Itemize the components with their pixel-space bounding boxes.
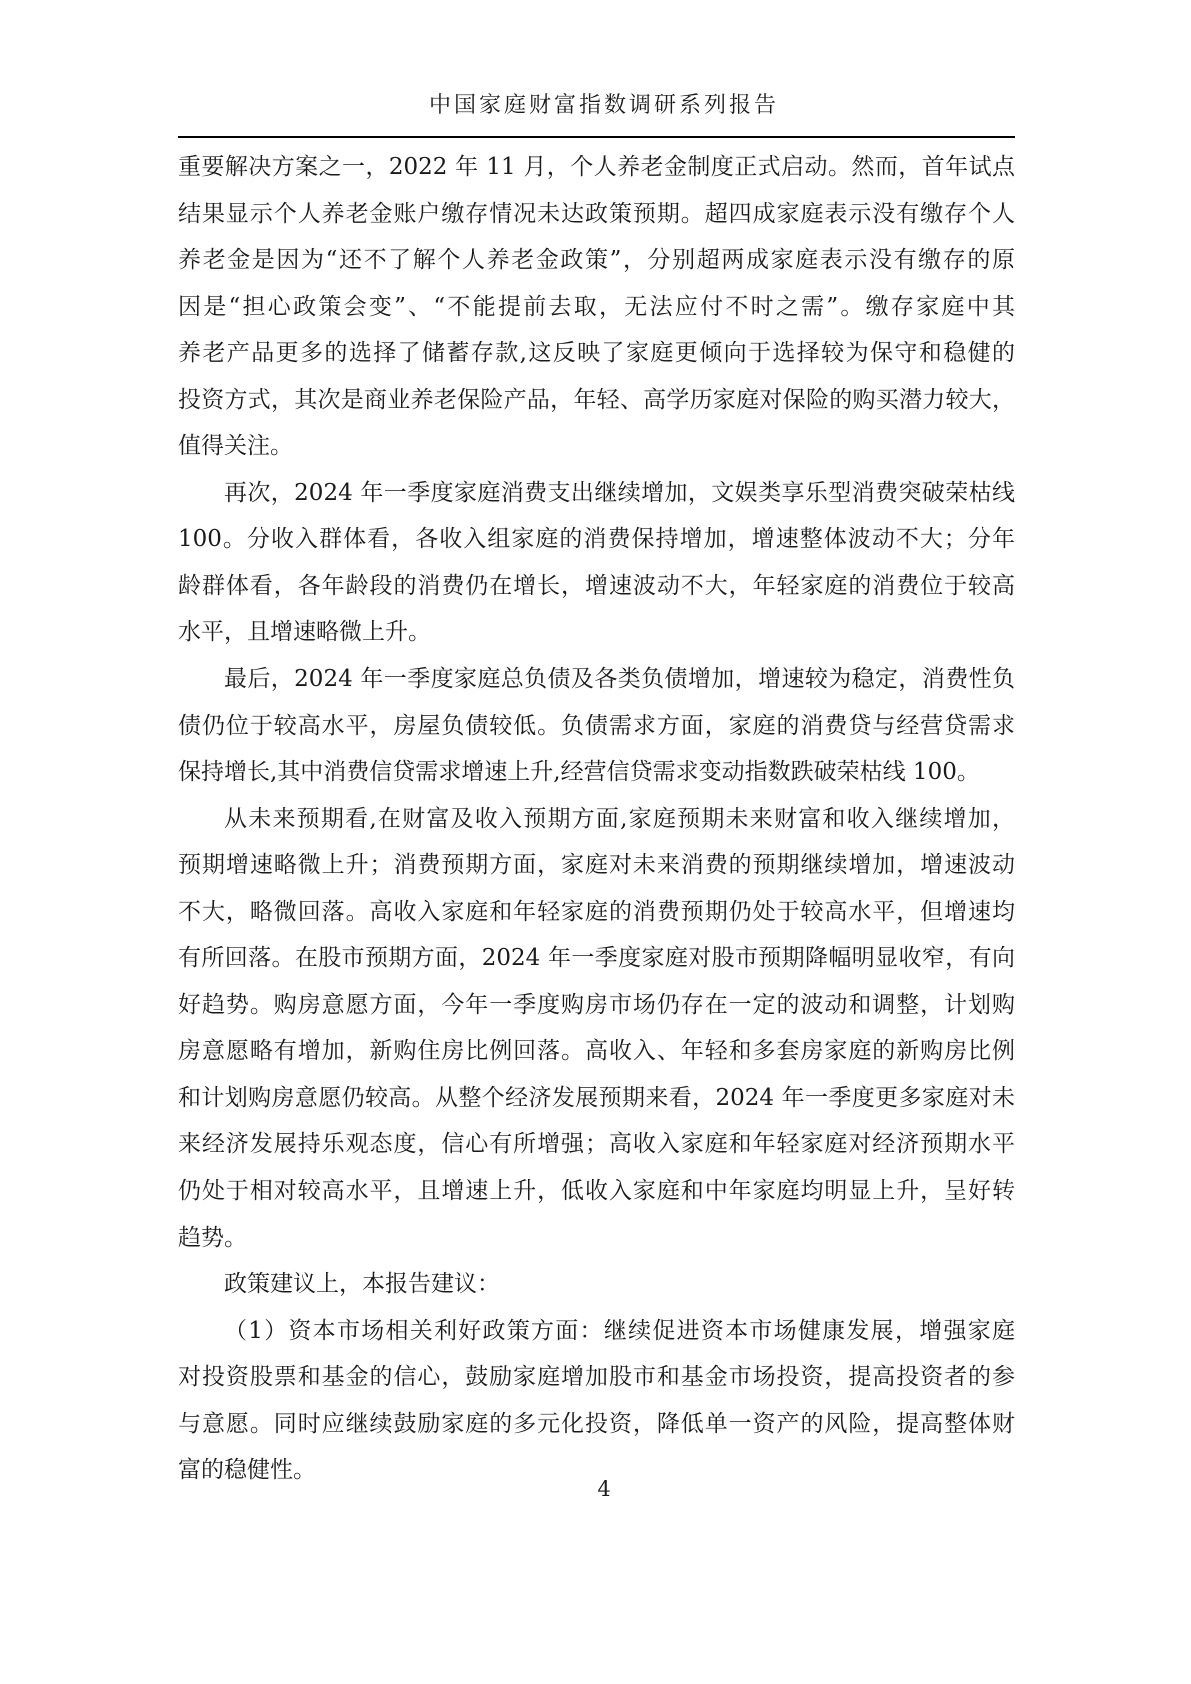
text-line: 趋势。 (178, 1224, 247, 1251)
text-line: （1）资本市场相关利好政策方面：继续促进资本市场健康发展，增强家庭 (224, 1317, 1015, 1344)
text-line: 100。分收入群体看，各收入组家庭的消费保持增加，增速整体波动不大；分年 (178, 526, 1015, 553)
header-rule (178, 136, 1015, 138)
page-number: 4 (597, 1477, 611, 1501)
text-line: 投资方式，其次是商业养老保险产品，年轻、高学历家庭对保险的购买潜力较大， (178, 386, 1015, 413)
text-line: 仍处于相对较高水平，且增速上升，低收入家庭和中年家庭均明显上升，呈好转 (178, 1178, 1015, 1205)
text-line: 从未来预期看,在财富及收入预期方面,家庭预期未来财富和收入继续增加， (224, 805, 1015, 832)
text-line: 富的稳健性。 (178, 1457, 316, 1484)
document-body (178, 144, 1015, 1494)
text-line: 因是“担心政策会变”、“不能提前去取，无法应付不时之需”。缴存家庭中其 (178, 293, 1015, 320)
text-line: 保持增长,其中消费信贷需求增速上升,经营信贷需求变动指数跌破荣枯线 100。 (178, 759, 980, 786)
text-line: 养老金是因为“还不了解个人养老金政策”，分别超两成家庭表示没有缴存的原 (178, 247, 1015, 274)
text-line: 与意愿。同时应继续鼓励家庭的多元化投资，降低单一资产的风险，提高整体财 (178, 1410, 1015, 1437)
text-line: 政策建议上，本报告建议： (224, 1271, 500, 1298)
text-line: 有所回落。在股市预期方面，2024 年一季度家庭对股市预期降幅明显收窄，有向 (178, 945, 1015, 972)
text-line: 值得关注。 (178, 433, 293, 460)
text-line: 房意愿略有增加，新购住房比例回落。高收入、年轻和多套房家庭的新购房比例 (178, 1038, 1015, 1065)
text-line: 不大，略微回落。高收入家庭和年轻家庭的消费预期仍处于较高水平，但增速均 (178, 898, 1015, 925)
text-line: 来经济发展持乐观态度，信心有所增强；高收入家庭和年轻家庭对经济预期水平 (178, 1131, 1015, 1158)
text-line: 水平，且增速略微上升。 (178, 619, 431, 646)
text-line: 最后，2024 年一季度家庭总负债及各类负债增加，增速较为稳定，消费性负 (224, 666, 1015, 693)
text-line: 对投资股票和基金的信心，鼓励家庭增加股市和基金市场投资，提高投资者的参 (178, 1364, 1015, 1391)
text-line: 好趋势。购房意愿方面，今年一季度购房市场仍存在一定的波动和调整，计划购 (178, 991, 1015, 1018)
text-line: 重要解决方案之一，2022 年 11 月，个人养老金制度正式启动。然而，首年试点 (178, 154, 1015, 180)
text-line: 债仍位于较高水平，房屋负债较低。负债需求方面，家庭的消费贷与经营贷需求 (178, 712, 1015, 739)
text-line: 和计划购房意愿仍较高。从整个经济发展预期来看，2024 年一季度更多家庭对未 (178, 1084, 1015, 1111)
text-line: 再次，2024 年一季度家庭消费支出继续增加，文娱类享乐型消费突破荣枯线 (224, 479, 1015, 506)
text-line: 结果显示个人养老金账户缴存情况未达政策预期。超四成家庭表示没有缴存个人 (178, 200, 1015, 227)
header-title: 中国家庭财富指数调研系列报告 (428, 93, 779, 118)
text-line: 龄群体看，各年龄段的消费仍在增长，增速波动不大，年轻家庭的消费位于较高 (178, 572, 1015, 599)
text-line: 养老产品更多的选择了储蓄存款,这反映了家庭更倾向于选择较为保守和稳健的 (178, 340, 1015, 367)
text-line: 预期增速略微上升；消费预期方面，家庭对未来消费的预期继续增加，增速波动 (178, 852, 1015, 879)
